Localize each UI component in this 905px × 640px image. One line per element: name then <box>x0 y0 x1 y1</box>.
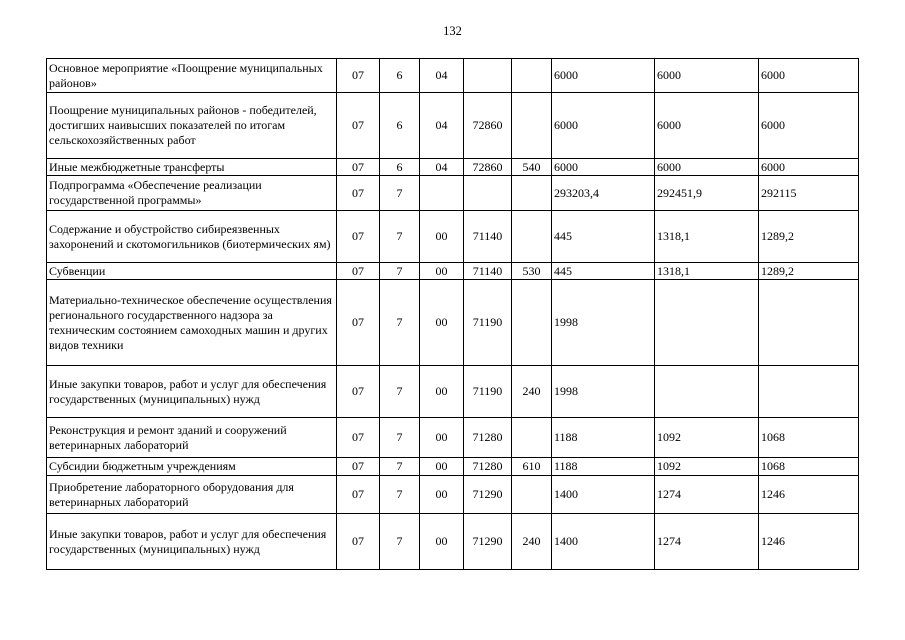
amount-year1-cell: 6000 <box>552 159 655 176</box>
table-row <box>47 176 859 211</box>
program-code-cell: 6 <box>380 59 420 93</box>
amount-year2-cell: 6000 <box>655 59 759 93</box>
row-name-cell: Реконструкция и ремонт зданий и сооружений ветеринарных лабораторий <box>47 418 337 458</box>
program-code-cell: 7 <box>380 211 420 263</box>
subprogram-code-cell: 00 <box>420 211 464 263</box>
section-code-cell: 07 <box>337 93 380 159</box>
section-code-cell: 07 <box>337 159 380 176</box>
amount-year3-cell: 1289,2 <box>759 263 859 280</box>
row-name-cell: Подпрограмма «Обеспечение реализации государственной программы» <box>47 176 337 211</box>
section-code-cell: 07 <box>337 366 380 418</box>
program-code-cell: 7 <box>380 366 420 418</box>
row-name-cell: Иные закупки товаров, работ и услуг для обеспечения государственных (муниципальных) нужд <box>47 366 337 418</box>
expense-type-cell <box>512 280 552 366</box>
amount-year2-cell: 1092 <box>655 458 759 476</box>
section-code-cell: 07 <box>337 418 380 458</box>
target-code-cell: 71280 <box>464 418 512 458</box>
amount-year2-cell <box>655 280 759 366</box>
program-code-cell: 7 <box>380 263 420 280</box>
table-row <box>47 211 859 263</box>
expense-type-cell: 540 <box>512 159 552 176</box>
row-name-cell: Субсидии бюджетным учреждениям <box>47 458 337 476</box>
program-code-cell: 7 <box>380 176 420 211</box>
target-code-cell <box>464 176 512 211</box>
amount-year1-cell: 6000 <box>552 93 655 159</box>
subprogram-code-cell <box>420 176 464 211</box>
section-code-cell: 07 <box>337 59 380 93</box>
table-row <box>47 280 859 366</box>
subprogram-code-cell: 00 <box>420 514 464 570</box>
program-code-cell: 6 <box>380 93 420 159</box>
amount-year3-cell <box>759 280 859 366</box>
row-name-cell: Приобретение лабораторного оборудования для ветеринарных лабораторий <box>47 476 337 514</box>
amount-year2-cell: 1274 <box>655 476 759 514</box>
amount-year2-cell: 1092 <box>655 418 759 458</box>
subprogram-code-cell: 00 <box>420 280 464 366</box>
amount-year2-cell <box>655 366 759 418</box>
subprogram-code-cell: 00 <box>420 366 464 418</box>
target-code-cell: 71140 <box>464 211 512 263</box>
amount-year2-cell: 1318,1 <box>655 211 759 263</box>
row-name-cell: Субвенции <box>47 263 337 280</box>
budget-table <box>46 58 859 570</box>
amount-year3-cell: 1068 <box>759 418 859 458</box>
section-code-cell: 07 <box>337 263 380 280</box>
amount-year2-cell: 1274 <box>655 514 759 570</box>
program-code-cell: 7 <box>380 458 420 476</box>
amount-year1-cell: 293203,4 <box>552 176 655 211</box>
amount-year3-cell: 6000 <box>759 93 859 159</box>
target-code-cell: 72860 <box>464 93 512 159</box>
expense-type-cell: 240 <box>512 514 552 570</box>
section-code-cell: 07 <box>337 476 380 514</box>
target-code-cell: 71290 <box>464 476 512 514</box>
subprogram-code-cell: 04 <box>420 93 464 159</box>
amount-year3-cell: 1246 <box>759 514 859 570</box>
expense-type-cell: 610 <box>512 458 552 476</box>
expense-type-cell <box>512 176 552 211</box>
row-name-cell: Содержание и обустройство сибиреязвенных захоронений и скотомогильников (биотермических ям) <box>47 211 337 263</box>
expense-type-cell: 530 <box>512 263 552 280</box>
target-code-cell: 72860 <box>464 159 512 176</box>
amount-year1-cell: 1998 <box>552 366 655 418</box>
page-number: 132 <box>443 24 462 38</box>
program-code-cell: 6 <box>380 159 420 176</box>
subprogram-code-cell: 00 <box>420 418 464 458</box>
table-row <box>47 366 859 418</box>
expense-type-cell <box>512 93 552 159</box>
amount-year3-cell: 1068 <box>759 458 859 476</box>
target-code-cell: 71190 <box>464 366 512 418</box>
expense-type-cell <box>512 476 552 514</box>
table-row <box>47 59 859 93</box>
row-name-cell: Поощрение муниципальных районов - победителей, достигших наивысших показателей по итогам сельскохозяйственных работ <box>47 93 337 159</box>
row-name-cell: Иные закупки товаров, работ и услуг для обеспечения государственных (муниципальных) нужд <box>47 514 337 570</box>
subprogram-code-cell: 00 <box>420 263 464 280</box>
table-row <box>47 93 859 159</box>
expense-type-cell <box>512 418 552 458</box>
row-name-cell: Основное мероприятие «Поощрение муниципальных районов» <box>47 59 337 93</box>
target-code-cell: 71190 <box>464 280 512 366</box>
amount-year2-cell: 1318,1 <box>655 263 759 280</box>
target-code-cell: 71140 <box>464 263 512 280</box>
amount-year1-cell: 1400 <box>552 476 655 514</box>
expense-type-cell <box>512 59 552 93</box>
program-code-cell: 7 <box>380 280 420 366</box>
section-code-cell: 07 <box>337 458 380 476</box>
program-code-cell: 7 <box>380 514 420 570</box>
program-code-cell: 7 <box>380 476 420 514</box>
table-row <box>47 476 859 514</box>
amount-year1-cell: 1188 <box>552 458 655 476</box>
amount-year2-cell: 292451,9 <box>655 176 759 211</box>
table-row <box>47 418 859 458</box>
row-name-cell: Материально-техническое обеспечение осуществления регионального государственного надзора за техническим состоянием самоходных машин и других видов техники <box>47 280 337 366</box>
table-row <box>47 159 859 176</box>
target-code-cell: 71280 <box>464 458 512 476</box>
section-code-cell: 07 <box>337 514 380 570</box>
row-name-cell: Иные межбюджетные трансферты <box>47 159 337 176</box>
subprogram-code-cell: 04 <box>420 59 464 93</box>
amount-year2-cell: 6000 <box>655 159 759 176</box>
amount-year3-cell: 6000 <box>759 59 859 93</box>
expense-type-cell: 240 <box>512 366 552 418</box>
amount-year3-cell: 1289,2 <box>759 211 859 263</box>
target-code-cell <box>464 59 512 93</box>
amount-year1-cell: 445 <box>552 211 655 263</box>
amount-year1-cell: 1188 <box>552 418 655 458</box>
amount-year1-cell: 6000 <box>552 59 655 93</box>
subprogram-code-cell: 04 <box>420 159 464 176</box>
amount-year1-cell: 1998 <box>552 280 655 366</box>
program-code-cell: 7 <box>380 418 420 458</box>
amount-year3-cell: 1246 <box>759 476 859 514</box>
section-code-cell: 07 <box>337 280 380 366</box>
amount-year1-cell: 1400 <box>552 514 655 570</box>
amount-year3-cell: 6000 <box>759 159 859 176</box>
table-row <box>47 514 859 570</box>
subprogram-code-cell: 00 <box>420 476 464 514</box>
amount-year2-cell: 6000 <box>655 93 759 159</box>
amount-year3-cell: 292115 <box>759 176 859 211</box>
amount-year1-cell: 445 <box>552 263 655 280</box>
target-code-cell: 71290 <box>464 514 512 570</box>
table-row <box>47 458 859 476</box>
subprogram-code-cell: 00 <box>420 458 464 476</box>
budget-table-body <box>47 59 859 570</box>
section-code-cell: 07 <box>337 211 380 263</box>
expense-type-cell <box>512 211 552 263</box>
amount-year3-cell <box>759 366 859 418</box>
table-row <box>47 263 859 280</box>
section-code-cell: 07 <box>337 176 380 211</box>
